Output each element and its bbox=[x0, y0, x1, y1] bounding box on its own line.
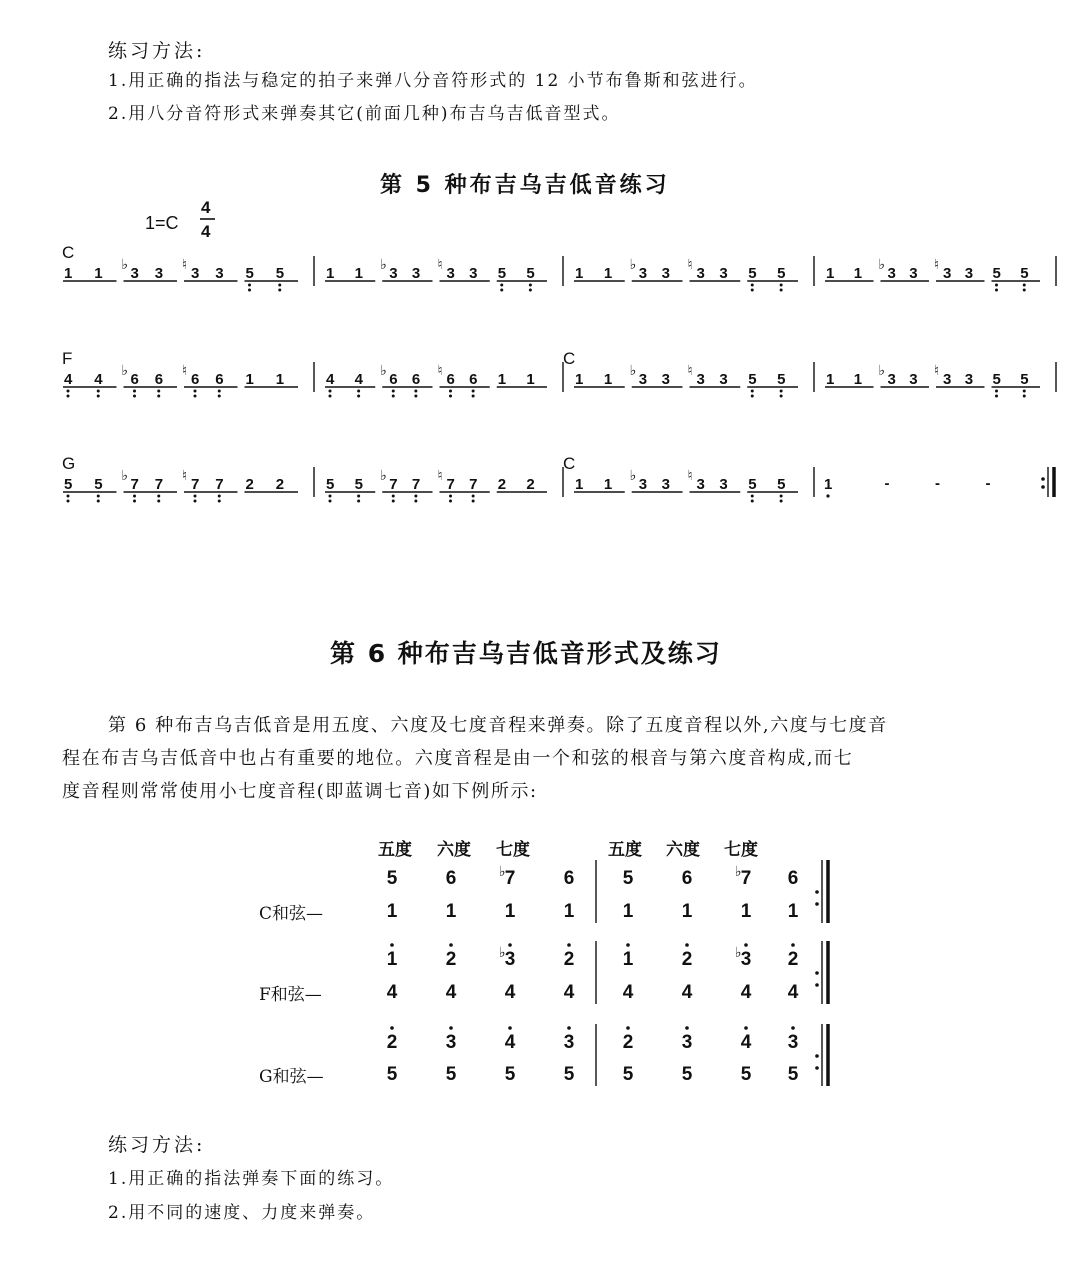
note-digit: 1 bbox=[326, 265, 335, 282]
note-digit: 1 bbox=[603, 265, 613, 282]
section-6-paragraph-line-2: 程在布吉乌吉低音中也占有重要的地位。六度音程是由一个和弦的根音与第六度音构成,而七 bbox=[62, 748, 854, 769]
natural-sign: ♮ bbox=[687, 468, 693, 484]
interval-bottom-note: 5 bbox=[445, 1064, 457, 1085]
note-digit: 3 bbox=[389, 265, 398, 282]
note-digit: 3 bbox=[638, 371, 648, 388]
flat-sign: ♭ bbox=[121, 468, 129, 484]
note-digit: 4 bbox=[94, 371, 103, 388]
interval-header-0: 五度 bbox=[378, 840, 412, 860]
note-digit: 3 bbox=[638, 476, 648, 493]
flat-sign: ♭ bbox=[499, 945, 506, 961]
note-digit: 5 bbox=[526, 265, 535, 282]
note-digit: 3 bbox=[719, 265, 728, 282]
note-digit: 3 bbox=[130, 265, 139, 282]
natural-sign: ♮ bbox=[687, 363, 693, 379]
note-digit: 5 bbox=[748, 371, 757, 388]
interval-header-2: 七度 bbox=[496, 840, 530, 860]
note-digit: 3 bbox=[661, 476, 670, 493]
chord-label-C: C bbox=[563, 349, 576, 368]
flat-sign: ♭ bbox=[629, 257, 637, 273]
interval-bottom-note: 5 bbox=[740, 1064, 752, 1085]
note-digit: 3 bbox=[964, 265, 974, 282]
octave-dot-high bbox=[791, 943, 795, 947]
note-digit: 6 bbox=[411, 371, 421, 388]
note-digit: 2 bbox=[245, 476, 254, 493]
note-digit: 5 bbox=[777, 476, 786, 493]
octave-dot-high bbox=[390, 943, 394, 947]
interval-bottom-note: 1 bbox=[787, 901, 799, 922]
note-digit: 1 bbox=[575, 265, 584, 282]
note-digit: 6 bbox=[154, 371, 164, 388]
note-digit: 5 bbox=[1020, 371, 1029, 388]
interval-bottom-note: 4 bbox=[445, 982, 457, 1003]
repeat-dot bbox=[815, 1066, 819, 1070]
octave-dot-high bbox=[449, 1026, 453, 1030]
interval-top-note: 3 bbox=[504, 949, 516, 970]
repeat-dot bbox=[815, 890, 819, 894]
exercise-5-title: 第 5 种布吉乌吉低音练习 bbox=[380, 173, 670, 198]
natural-sign: ♮ bbox=[437, 468, 443, 484]
method-heading-1: 练习方法: bbox=[108, 40, 206, 62]
octave-dot-high bbox=[626, 943, 630, 947]
section-6-paragraph-line-3: 度音程则常常使用小七度音程(即蓝调七音)如下例所示: bbox=[62, 781, 538, 802]
note-digit: 1 bbox=[826, 371, 835, 388]
interval-bottom-note: 4 bbox=[504, 982, 516, 1003]
interval-header-1: 六度 bbox=[666, 840, 700, 860]
note-digit: 5 bbox=[94, 476, 103, 493]
note-digit: 1 bbox=[603, 371, 613, 388]
interval-bottom-note: 1 bbox=[563, 901, 575, 922]
interval-top-note: 2 bbox=[386, 1032, 398, 1053]
note-digit: 7 bbox=[446, 476, 455, 493]
natural-sign: ♮ bbox=[182, 468, 188, 484]
repeat-dot bbox=[815, 971, 819, 975]
interval-bottom-note: 5 bbox=[622, 1064, 634, 1085]
interval-top-note: 5 bbox=[622, 868, 634, 889]
note-digit: 5 bbox=[777, 265, 786, 282]
method-heading-2: 练习方法: bbox=[108, 1134, 206, 1156]
note-digit: 1 bbox=[575, 476, 584, 493]
octave-dot-high bbox=[508, 1026, 512, 1030]
interval-top-note: 4 bbox=[740, 1032, 752, 1053]
interval-bottom-note: 1 bbox=[622, 901, 634, 922]
key-signature: 1=C bbox=[145, 213, 179, 233]
interval-top-note: 3 bbox=[681, 1032, 693, 1053]
natural-sign: ♮ bbox=[182, 363, 188, 379]
note-digit: 4 bbox=[354, 371, 363, 388]
note-digit: 2 bbox=[497, 476, 507, 493]
note-digit: 3 bbox=[943, 371, 952, 388]
interval-top-note: 2 bbox=[681, 949, 693, 970]
note-digit: 5 bbox=[748, 265, 757, 282]
octave-dot-high bbox=[508, 943, 512, 947]
note-digit: 1 bbox=[603, 476, 613, 493]
interval-top-note: 3 bbox=[787, 1032, 799, 1053]
note-digit: 3 bbox=[696, 265, 705, 282]
flat-sign: ♭ bbox=[629, 363, 637, 379]
octave-dot-high bbox=[744, 943, 748, 947]
note-digit: 3 bbox=[943, 265, 952, 282]
flat-sign: ♭ bbox=[878, 257, 886, 273]
note-digit: 1 bbox=[354, 265, 363, 282]
repeat-dot bbox=[815, 902, 819, 906]
dash-extension: - bbox=[935, 475, 940, 492]
flat-sign: ♭ bbox=[735, 945, 742, 961]
note-digit: 1 bbox=[575, 371, 584, 388]
note-digit: 6 bbox=[389, 371, 398, 388]
interval-bottom-note: 1 bbox=[681, 901, 693, 922]
note-digit: 5 bbox=[748, 476, 757, 493]
note-digit: 7 bbox=[215, 476, 224, 493]
note-digit: 6 bbox=[446, 371, 455, 388]
note-digit: 5 bbox=[64, 476, 73, 493]
note-digit: 5 bbox=[992, 371, 1001, 388]
method-2-item-2: 2.用不同的速度、力度来弹奏。 bbox=[108, 1203, 376, 1223]
note-digit: 3 bbox=[154, 265, 164, 282]
note-digit: 7 bbox=[469, 476, 478, 493]
note-digit: 3 bbox=[696, 476, 705, 493]
flat-sign: ♭ bbox=[380, 363, 387, 379]
note-digit: 1 bbox=[94, 265, 103, 282]
interval-top-note: 6 bbox=[681, 868, 693, 889]
note-digit: 3 bbox=[964, 371, 974, 388]
flat-sign: ♭ bbox=[380, 257, 387, 273]
octave-dot-high bbox=[685, 943, 689, 947]
note-digit: 3 bbox=[191, 265, 200, 282]
note-digit: 3 bbox=[215, 265, 224, 282]
method-1-item-2: 2.用八分音符形式来弹奏其它(前面几种)布吉乌吉低音型式。 bbox=[108, 104, 621, 124]
note-digit: 3 bbox=[887, 265, 896, 282]
note-digit: 3 bbox=[446, 265, 455, 282]
section-6-title: 第 6 种布吉乌吉低音形式及练习 bbox=[330, 639, 722, 668]
note-digit: 6 bbox=[191, 371, 200, 388]
note-digit: 5 bbox=[777, 371, 786, 388]
note-digit: 3 bbox=[887, 371, 896, 388]
interval-top-note: 3 bbox=[740, 949, 752, 970]
note-digit: 3 bbox=[719, 476, 728, 493]
time-signature-top: 4 bbox=[201, 198, 211, 217]
octave-dot-high bbox=[567, 1026, 571, 1030]
interval-top-note: 7 bbox=[504, 868, 516, 889]
note-digit: 3 bbox=[909, 265, 918, 282]
interval-bottom-note: 5 bbox=[681, 1064, 693, 1085]
interval-top-note: 3 bbox=[563, 1032, 575, 1053]
interval-top-note: 4 bbox=[504, 1032, 516, 1053]
note-digit: 5 bbox=[354, 476, 363, 493]
interval-bottom-note: 1 bbox=[740, 901, 752, 922]
flat-sign: ♭ bbox=[629, 468, 637, 484]
interval-top-note: 5 bbox=[386, 868, 398, 889]
note-digit: 3 bbox=[469, 265, 478, 282]
note-digit: 1 bbox=[245, 371, 254, 388]
interval-top-note: 2 bbox=[787, 949, 799, 970]
interval-top-note: 2 bbox=[622, 1032, 634, 1053]
dash-extension: - bbox=[884, 475, 890, 492]
note-digit: 7 bbox=[389, 476, 398, 493]
note-digit: 7 bbox=[411, 476, 421, 493]
interval-top-note: 1 bbox=[622, 949, 634, 970]
interval-top-note: 1 bbox=[386, 949, 398, 970]
note-digit: 3 bbox=[909, 371, 918, 388]
natural-sign: ♮ bbox=[687, 257, 693, 273]
natural-sign: ♮ bbox=[934, 257, 940, 273]
interval-top-note: 7 bbox=[740, 868, 752, 889]
note-digit: 6 bbox=[130, 371, 139, 388]
interval-bottom-note: 5 bbox=[386, 1064, 398, 1085]
octave-dot-high bbox=[626, 1026, 630, 1030]
interval-bottom-note: 5 bbox=[504, 1064, 516, 1085]
note-digit: 4 bbox=[64, 371, 73, 388]
flat-sign: ♭ bbox=[380, 468, 387, 484]
octave-dot-high bbox=[685, 1026, 689, 1030]
flat-sign: ♭ bbox=[735, 864, 742, 880]
note-digit: 2 bbox=[526, 476, 535, 493]
note-digit: 5 bbox=[245, 265, 254, 282]
note-digit: 5 bbox=[497, 265, 507, 282]
chord-row-label: C和弦— bbox=[259, 904, 324, 924]
note-digit: 5 bbox=[1020, 265, 1029, 282]
note-digit: 6 bbox=[469, 371, 478, 388]
natural-sign: ♮ bbox=[437, 257, 443, 273]
chord-label-F: F bbox=[62, 349, 73, 368]
interval-top-note: 3 bbox=[445, 1032, 457, 1053]
interval-top-note: 2 bbox=[563, 949, 575, 970]
flat-sign: ♭ bbox=[121, 257, 129, 273]
note-digit: 4 bbox=[326, 371, 335, 388]
octave-dot-high bbox=[791, 1026, 795, 1030]
dash-extension: - bbox=[985, 475, 991, 492]
flat-sign: ♭ bbox=[121, 363, 129, 379]
interval-bottom-note: 1 bbox=[504, 901, 516, 922]
note-digit: 5 bbox=[326, 476, 335, 493]
natural-sign: ♮ bbox=[437, 363, 443, 379]
interval-bottom-note: 4 bbox=[386, 982, 398, 1003]
note-digit: 5 bbox=[275, 265, 285, 282]
note-digit: 3 bbox=[411, 265, 421, 282]
repeat-dot bbox=[815, 1054, 819, 1058]
note-digit: 1 bbox=[853, 371, 863, 388]
interval-header-2: 七度 bbox=[724, 840, 758, 860]
interval-top-note: 6 bbox=[787, 868, 799, 889]
repeat-dot bbox=[815, 983, 819, 987]
chord-label-C: C bbox=[563, 454, 576, 473]
chord-row-label: F和弦— bbox=[259, 985, 322, 1005]
interval-bottom-note: 4 bbox=[740, 982, 752, 1003]
note-digit: 5 bbox=[992, 265, 1001, 282]
chord-row-label: G和弦— bbox=[259, 1067, 324, 1087]
note-digit: 1 bbox=[826, 265, 835, 282]
interval-header-0: 五度 bbox=[608, 840, 642, 860]
note-digit: 1 bbox=[824, 476, 833, 493]
octave-dot-high bbox=[744, 1026, 748, 1030]
interval-bottom-note: 4 bbox=[787, 982, 799, 1003]
natural-sign: ♮ bbox=[182, 257, 188, 273]
chord-label-G: G bbox=[62, 454, 76, 473]
chord-label-C: C bbox=[62, 243, 75, 262]
interval-bottom-note: 5 bbox=[787, 1064, 799, 1085]
note-digit: 7 bbox=[154, 476, 164, 493]
note-digit: 2 bbox=[275, 476, 285, 493]
note-digit: 1 bbox=[853, 265, 863, 282]
natural-sign: ♮ bbox=[934, 363, 940, 379]
interval-bottom-note: 1 bbox=[386, 901, 398, 922]
interval-header-1: 六度 bbox=[437, 840, 471, 860]
method-1-item-1: 1.用正确的指法与稳定的拍子来弹八分音符形式的 12 小节布鲁斯和弦进行。 bbox=[108, 71, 758, 91]
interval-top-note: 6 bbox=[445, 868, 457, 889]
interval-bottom-note: 4 bbox=[681, 982, 693, 1003]
section-6-paragraph-line-1: 第 6 种布吉乌吉低音是用五度、六度及七度音程来弹奏。除了五度音程以外,六度与七度音 bbox=[108, 715, 888, 736]
note-digit: 1 bbox=[275, 371, 285, 388]
note-digit: 3 bbox=[638, 265, 648, 282]
note-digit: 7 bbox=[191, 476, 200, 493]
interval-bottom-note: 4 bbox=[622, 982, 634, 1003]
time-signature-bottom: 4 bbox=[201, 222, 211, 241]
note-digit: 3 bbox=[696, 371, 705, 388]
interval-top-note: 2 bbox=[445, 949, 457, 970]
interval-bottom-note: 5 bbox=[563, 1064, 575, 1085]
note-digit: 3 bbox=[661, 265, 670, 282]
method-2-item-1: 1.用正确的指法弹奏下面的练习。 bbox=[108, 1169, 395, 1189]
note-digit: 1 bbox=[497, 371, 507, 388]
octave-dot-high bbox=[449, 943, 453, 947]
interval-bottom-note: 1 bbox=[445, 901, 457, 922]
octave-dot-high bbox=[567, 943, 571, 947]
interval-top-note: 6 bbox=[563, 868, 575, 889]
note-digit: 3 bbox=[661, 371, 670, 388]
note-digit: 3 bbox=[719, 371, 728, 388]
note-digit: 6 bbox=[215, 371, 224, 388]
note-digit: 1 bbox=[64, 265, 73, 282]
note-digit: 1 bbox=[526, 371, 535, 388]
octave-dot-high bbox=[390, 1026, 394, 1030]
interval-bottom-note: 4 bbox=[563, 982, 575, 1003]
flat-sign: ♭ bbox=[499, 864, 506, 880]
note-digit: 7 bbox=[130, 476, 139, 493]
flat-sign: ♭ bbox=[878, 363, 886, 379]
